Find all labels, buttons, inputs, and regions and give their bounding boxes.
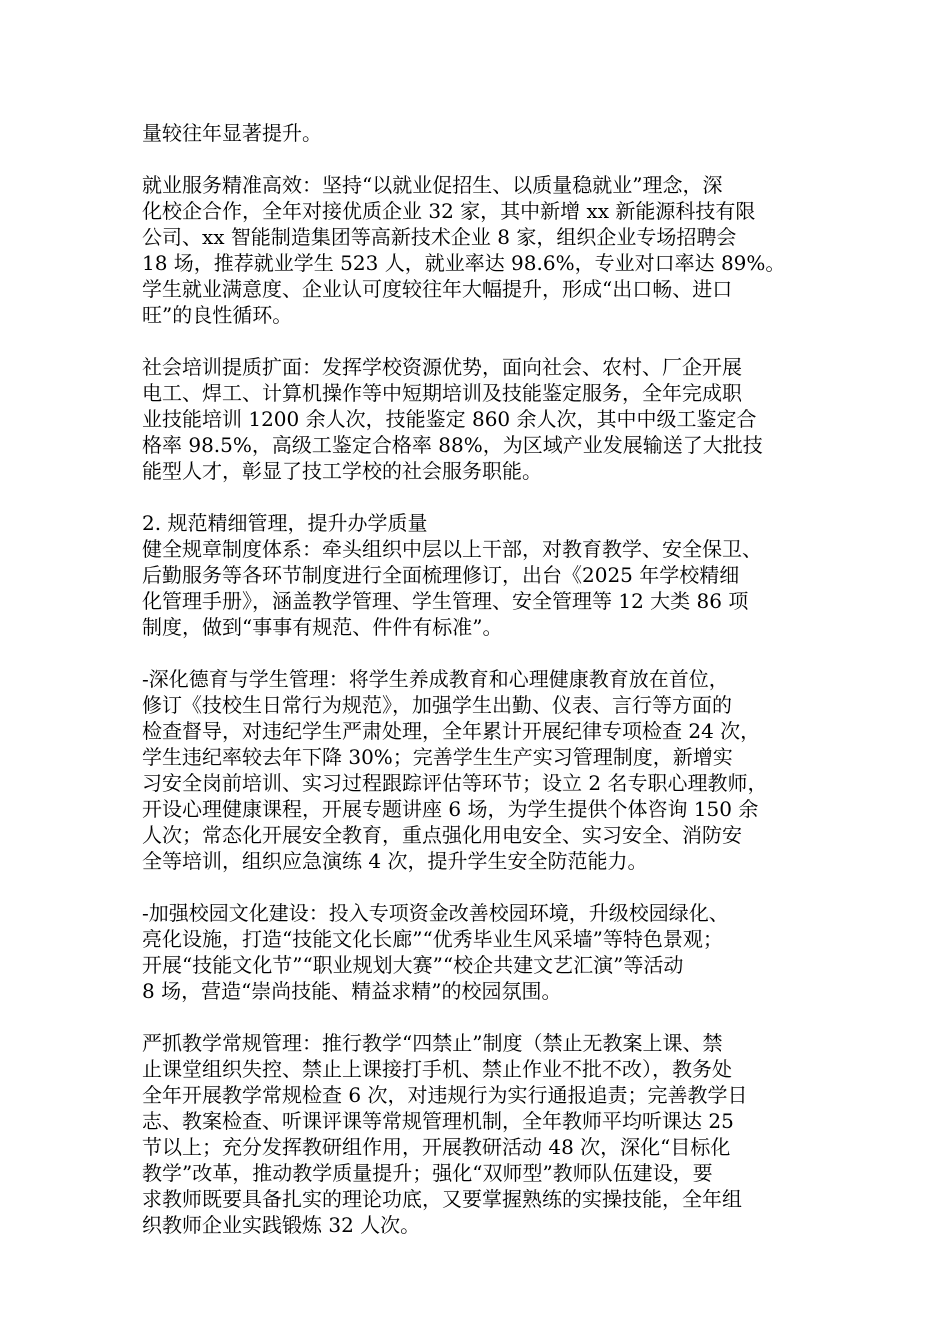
section-heading: 2. 规范精细管理，提升办学质量 [142,511,428,535]
paragraph-campus-culture: -加强校园文化建设：投入专项资金改善校园环境，升级校园绿化、 亮化设施，打造“技能文化长廊”“优秀毕业生风采墙”等特色景观； 开展“技能文化节”“职业规划大赛”“校企共建文艺汇演”等活动 8 场，营造“崇尚技能、精益求精”的校园氛围。 [142,901,729,1003]
document-body [142,120,818,1264]
paragraph-moral-education: -深化德育与学生管理：将学生养成教育和心理健康教育放在首位， 修订《技校生日常行为规范》，加强学生出勤、仪表、言行等方面的 检查督导，对违纪学生严肃处理，全年累计开展纪律专项检查 24 次， 学生违纪率较去年下降 30%；完善学生生产实习管理制度，新增实 习安全岗前培训、实习过程跟踪评估等环节；设立 2 名专职心理教师， 开设心理健康课程，开展专题讲座 6 场，为学生提供个体咨询 150 余 人次；常态化开展安全教育，重点强化用电安全、实习安全、消防安 全等培训，组织应急演练 4 次，提升学生安全防范能力。 [142,667,768,873]
paragraph-social-training: 社会培训提质扩面：发挥学校资源优势，面向社会、农村、厂企开展 电工、焊工、计算机操作等中短期培训及技能鉴定服务，全年完成职 业技能培训 1200 余人次，技能鉴定 860 余人次，其中中级工鉴定合 格率 98.5%，高级工鉴定合格率 88%，为区域产业发展输送了大批技 能型人才，彰显了技工学校的社会服务职能。 [142,355,763,483]
paragraph-continuation: 量较往年显著提升。 [142,121,322,145]
paragraph-rules-system: 健全规章制度体系：牵头组织中层以上干部，对教育教学、安全保卫、 后勤服务等各环节制度进行全面梳理修订，出台《2025 年学校精细 化管理手册》，涵盖教学管理、学生管理、安全管理等 12 大类 86 项 制度，做到“事事有规范、件件有标准”。 [142,537,762,639]
paragraph-employment-services: 就业服务精准高效：坚持“以就业促招生、以质量稳就业”理念，深 化校企合作，全年对接优质企业 32 家，其中新增 xx 新能源科技有限 公司、xx 智能制造集团等高新技术企业 8 家，组织企业专场招聘会 18 场，推荐就业学生 523 人，就业率达 98.6%，专业对口率达 89%。 学生就业满意度、企业认可度较往年大幅提升，形成“出口畅、进口 旺”的良性循环。 [142,173,786,327]
paragraph-teaching-routine: 严抓教学常规管理：推行教学“四禁止”制度（禁止无教案上课、禁 止课堂组织失控、禁止上课接打手机、禁止作业不批不改），教务处 全年开展教学常规检查 6 次，对违规行为实行通报追责；完善教学日 志、教案检查、听课评课等常规管理机制，全年教师平均听课达 25 节以上；充分发挥教研组作用，开展教研活动 48 次，深化“目标化 教学”改革，推动教学质量提升；强化“双师型”教师队伍建设，要 求教师既要具备扎实的理论功底，又要掌握熟练的实操技能，全年组 织教师企业实践锻炼 32 人次。 [142,1031,748,1237]
